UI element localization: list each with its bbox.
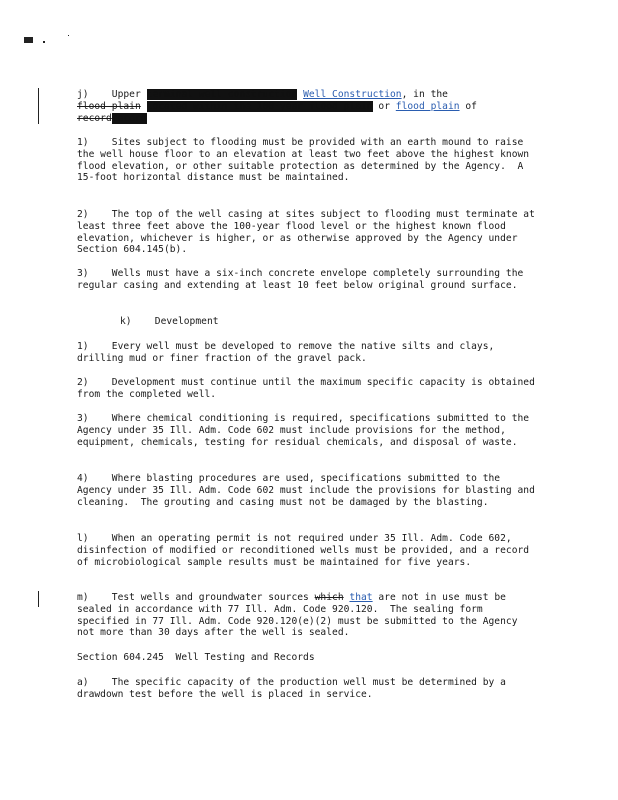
inserted-text: Well Construction [303, 89, 402, 100]
deleted-text: record [77, 112, 112, 124]
section-heading-k: k) Development [120, 316, 219, 327]
scan-speck [43, 41, 45, 43]
paragraph-m: m) Test wells and groundwater sources which that are not in use must be sealed in accordance with 77 Ill. Adm. Code 920.120. The sealing form specified in 77 Ill. Adm. Code 920.120(e)(2) must be submitted to the Agency not more than 30 days after the well is sealed. [77, 592, 524, 639]
change-bar [38, 88, 39, 124]
scan-speck [68, 35, 69, 36]
paragraph-k-2: 2) Development must continue until the maximum specific capacity is obtained from the completed well. [77, 377, 541, 400]
inserted-text: that [349, 592, 373, 603]
redaction: located within the 100-year flood plain [146, 100, 373, 112]
paragraph-a: a) The specific capacity of the production well must be determined by a drawdown test before the well is placed in service. [77, 677, 512, 700]
deleted-text: which [314, 592, 344, 603]
inserted-text: flood plain [395, 100, 460, 112]
paragraph-j-1: 1) Sites subject to flooding must be provided with an earth mound to raise the well house floor to an elevation at least two feet above the highest known flood elevation, or other suitable protection as determined by the Agency. A 15-foot horizontal distance must be maintained. [77, 137, 535, 184]
paragraph-k-4: 4) Where blasting procedures are used, specifications submitted to the Agency under 35 Ill. Adm. Code 602 must include the provisions for blasting and cleaning. The grouting and casing must not be damaged by the blasting. [77, 473, 541, 508]
paragraph-j-3: 3) Wells must have a six-inch concrete envelope completely surrounding the regular casing and extending at least 10 feet below original ground surface. [77, 268, 530, 291]
redaction: record [111, 112, 147, 124]
paragraph-k-1: 1) Every well must be developed to remove the native silts and clays, drilling mud or finer fraction of the gravel pack. [77, 341, 501, 364]
deleted-text: flood plain [77, 100, 141, 112]
paragraph-l: l) When an operating permit is not required under 35 Ill. Adm. Code 602, disinfection of modified or reconditioned wells must be provided, and a record of microbiological sample results must be maintained for five years. [77, 533, 535, 568]
redaction: terminal well construction [146, 89, 298, 100]
scan-speck [24, 37, 33, 43]
label-j: j) [77, 89, 89, 100]
change-bar [38, 591, 39, 607]
section-heading-604-245: Section 604.245 Well Testing and Records [77, 652, 315, 663]
paragraph-j-2: 2) The top of the well casing at sites subject to flooding must terminate at least three feet above the 100-year flood level or the highest known flood elevation, whichever is higher, or as otherwise approved by the Agency under Section 604.145(b). [77, 209, 541, 256]
paragraph-j: j) Upper terminal well construction Well Construction, in the flood plain located within the 100-year flood plain or flood plain of recordrecord [77, 89, 477, 124]
paragraph-k-3: 3) Where chemical conditioning is required, specifications submitted to the Agency under 35 Ill. Adm. Code 602 must include provisions for the method, equipment, chemicals, testing for residual chemicals, and disposal of waste. [77, 413, 535, 448]
